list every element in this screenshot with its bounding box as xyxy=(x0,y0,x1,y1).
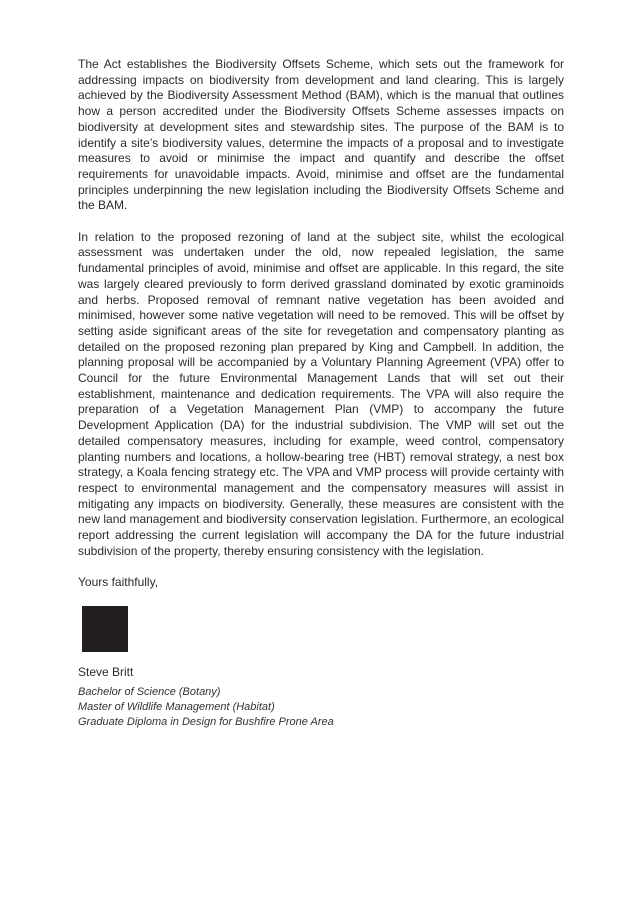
qualification-botany: Bachelor of Science (Botany) xyxy=(78,685,221,698)
qualification-wildlife-management: Master of Wildlife Management (Habitat) xyxy=(78,700,275,713)
redacted-signature xyxy=(82,606,128,652)
letter-closing: Yours faithfully, xyxy=(78,575,159,590)
qualification-bushfire-design: Graduate Diploma in Design for Bushfire Prone Area xyxy=(78,715,334,728)
paragraph-proposed-rezoning: In relation to the proposed rezoning of land at the subject site, whilst the ecological assessment was undertaken under the old, now repealed legislation, the same fundamental principles of avoid, minimise and offset are applicable. In this regard, the site was largely cleared previously to form derived grassland dominated by exotic graminoids and herbs. Proposed removal of remnant native vegetation has been avoided and minimised, however some native vegetation will need to be removed. This will be offset by setting aside significant areas of the site for revegetation and compensatory planting as detailed on the proposed rezoning plan prepared by King and Campbell. In addition, the planning proposal will be accompanied by a Voluntary Planning Agreement (VPA) offer to Council for the future Environmental Management Lands that will set out their establishment, maintenance and dedication requirements. The VPA will also require the preparation of a Vegetation Management Plan (VMP) to accompany the future Development Application (DA) for the industrial subdivision. The VMP will set out the detailed compensatory measures, including for example, weed control, compensatory planting numbers and locations, a hollow-bearing tree (HBT) removal strategy, a nest box strategy, a Koala fencing strategy etc. The VPA and VMP process will provide certainty with respect to environmental management and the compensatory measures will assist in mitigating any impacts on biodiversity. Generally, these measures are consistent with the new land management and biodiversity conservation legislation. Furthermore, an ecological report addressing the current legislation will accompany the DA for the future industrial subdivision of the property, thereby ensuring consistency with the legislation. xyxy=(78,229,564,558)
paragraph-biodiversity-offsets-scheme: The Act establishes the Biodiversity Offsets Scheme, which sets out the framework for addressing impacts on biodiversity from development and land clearing. This is largely achieved by the Biodiversity Assessment Method (BAM), which is the manual that outlines how a person accredited under the Biodiversity Offsets Scheme assesses impacts on biodiversity at development sites and stewardship sites. The purpose of the BAM is to identify a site’s biodiversity values, determine the impacts of a proposal and to investigate measures to avoid or minimise the impact and quantify and describe the offset requirements for unavoidable impacts. Avoid, minimise and offset are the fundamental principles underpinning the new legislation including the Biodiversity Offsets Scheme and the BAM. xyxy=(78,57,564,213)
letter-body xyxy=(78,57,564,730)
signer-name: Steve Britt xyxy=(78,665,134,680)
